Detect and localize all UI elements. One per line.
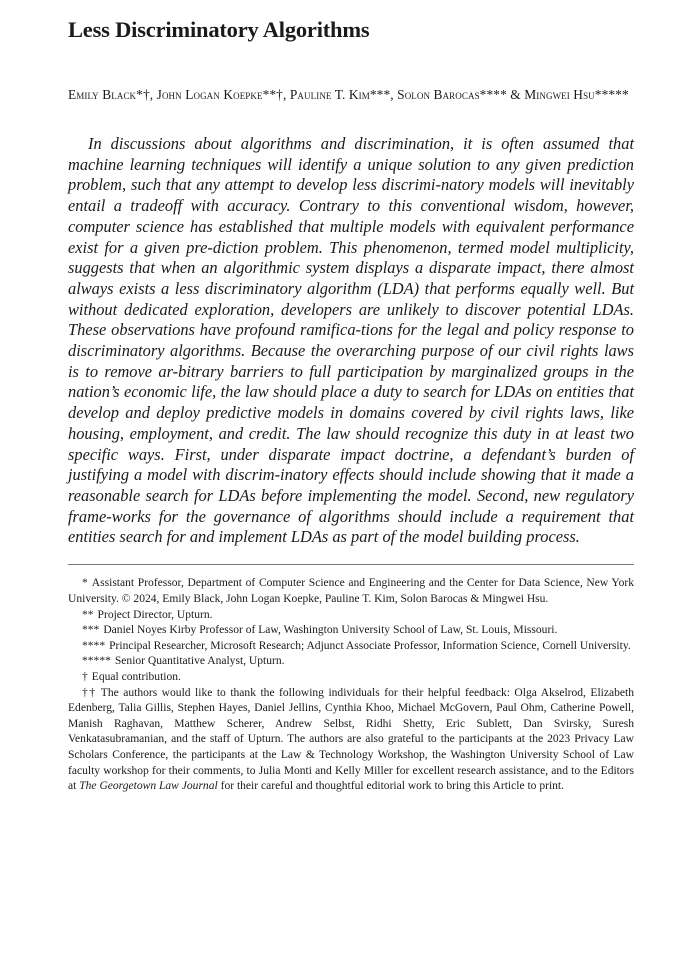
footnote-1 [68, 576, 634, 607]
footnote-mark: **** [82, 639, 106, 652]
article-title: Less Discriminatory Algorithms [68, 17, 370, 42]
footnote-text: Project Director, Upturn. [97, 608, 213, 621]
journal-name: The Georgetown Law Journal [79, 780, 218, 793]
footnote-text-tail: for their careful and thoughtful editorial work to bring this Article to print. [220, 780, 565, 793]
footnote-4 [68, 639, 634, 655]
footnote-mark: †† [82, 686, 97, 699]
footnote-text: Senior Quantitative Analyst, Upturn. [114, 655, 285, 668]
footnote-3 [68, 623, 634, 639]
abstract: In discussions about algorithms and discrimination, it is often assumed that machine learning techniques will identify a unique solution to any given prediction problem, such that any attempt to develop less discrimi-natory models will inevitably entail a tradeoff with accuracy. Contrary to this conventional wisdom, however, computer science has established that multiple models with equivalent performance exist for a given pre-diction problem. This phenomenon, termed model multiplicity, suggests that when an algorithmic system displays a disparate impact, there almost always exists a less discriminatory algorithm (LDA) that performs equally well. But without dedicated exploration, developers are unlikely to discover potential LDAs. These observations have profound ramifica-tions for the legal and policy response to discriminatory algorithms. Because the overarching purpose of our civil rights laws is to remove ar-bitrary barriers to full participation by marginalized groups in the nation’s economic life, the law should place a duty to search for LDAs on entities that develop and deploy predictive models in domains covered by civil rights laws, like housing, employment, and credit. The law should recognize this duty in at least two specific ways. First, under disparate impact doctrine, a defendant’s burden of justifying a model with discrim-inatory effects should include showing that it made a reasonable search for LDAs before implementing the model. Second, new regulatory frame-works for the governance of algorithms should include a requirement that entities search for and implement LDAs as part of the model building process. [68, 134, 634, 547]
footnote-mark: ***** [82, 655, 111, 668]
footnote-acknowledgments [68, 686, 634, 795]
footnote-mark: ** [82, 608, 94, 621]
footnote-mark: * [82, 577, 88, 590]
footnote-mark: † [82, 671, 88, 684]
footnote-text: The authors would like to thank the following individuals for their helpful feedback: Olga Akselrod, Elizabeth Edenberg, Talia Gillis, Stephen Hayes, Daniel Jellins, Cynthia Khoo, Michael McGovern, Paul Ohm, Catherine Powell, Manish Raghavan, Matthew Scherer, Andrew Selbst, Ridhi Shetty, Eric Sublett, Dan Svirsky, Suresh Venkatasubramanian, and the staff of Upturn. The authors are also grateful to the participants at the 2023 Privacy Law Scholars Conference, the participants at the Law & Technology Workshop, the Washington University School of Law faculty workshop for their comments, to Julia Monti and Kelly Miller for excellent research assistance, and to the Editors at [68, 686, 635, 793]
footnote-text: Assistant Professor, Department of Computer Science and Engineering and the Center for Data Science, New York University. © 2024, Emily Black, John Logan Koepke, Pauline T. Kim, Solon Barocas & Mingwei Hsu. [68, 577, 634, 606]
author-line: Emily Black*†, John Logan Koepke**†, Pauline T. Kim***, Solon Barocas**** & Mingwei Hsu***** [68, 87, 629, 102]
footnote-5 [68, 654, 634, 670]
article-page [68, 14, 634, 795]
footnote-text: Daniel Noyes Kirby Professor of Law, Washington University School of Law, St. Louis, Missouri. [103, 624, 558, 637]
footnote-6 [68, 670, 634, 686]
footnotes [68, 576, 634, 794]
footnote-2 [68, 608, 634, 624]
footnote-divider [68, 564, 634, 565]
footnote-text: Principal Researcher, Microsoft Research; Adjunct Associate Professor, Information Science, Cornell University. [109, 639, 631, 652]
footnote-mark: *** [82, 624, 100, 637]
footnote-text: Equal contribution. [91, 671, 181, 684]
